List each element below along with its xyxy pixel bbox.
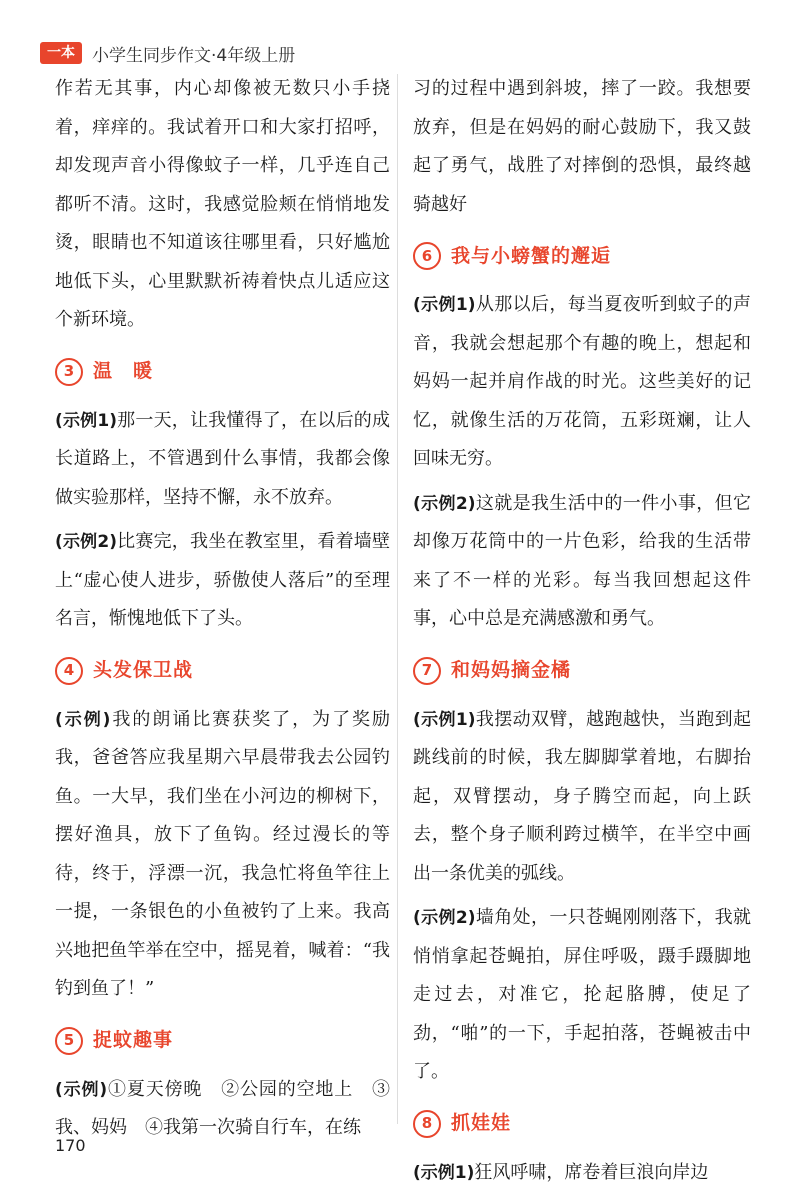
example-label: (示例2) bbox=[413, 908, 476, 928]
example-text: ①夏天傍晚 ②公园的空地上 ③我、妈妈 ④我第一次骑自行车，在练 bbox=[55, 1078, 391, 1138]
paragraph: 作若无其事，内心却像被无数只小手挠着，痒痒的。我试着开口和大家打招呼，却发现声音小得像蚊子一样，几乎连自己都听不清。这时，我感觉脸颊在悄悄地发烫，眼睛也不知道该往哪里看，只好尴尬地低下头，心里默默祈祷着快点儿适应这个新环境。 bbox=[55, 78, 390, 330]
section-heading-4 bbox=[55, 651, 390, 691]
section-number: 8 bbox=[413, 1110, 441, 1138]
brand-logo: 一本 bbox=[40, 42, 82, 64]
example-label: (示例1) bbox=[413, 709, 476, 730]
section-heading-6 bbox=[413, 236, 751, 276]
example-text: 比赛完，我坐在教室里，看着墙壁上“虚心使人进步，骄傲使人落后”的至理名言，惭愧地低下了头。 bbox=[55, 531, 391, 629]
example-label: (示例) bbox=[55, 1079, 108, 1100]
example-label: (示例2) bbox=[55, 532, 117, 552]
right-column bbox=[413, 70, 751, 1198]
section-title: 头发保卫战 bbox=[93, 659, 194, 682]
example-label: (示例1) bbox=[413, 295, 476, 315]
section-title: 我与小螃蟹的邂逅 bbox=[451, 244, 612, 267]
section-title: 捉蚊趣事 bbox=[93, 1029, 174, 1052]
paragraph: 习的过程中遇到斜坡，摔了一跤。我想要放弃，但是在妈妈的耐心鼓励下，我又鼓起了勇气，战胜了对摔倒的恐惧，最终越骑越好 bbox=[413, 78, 751, 215]
example-text: 从那以后，每当夏夜听到蚊子的声音，我就会想起那个有趣的晚上，想起和妈妈一起并肩作战的时光。这些美好的记忆，就像生活的万花筒，五彩斑斓，让人回味无穷。 bbox=[413, 294, 752, 469]
section-number: 4 bbox=[55, 657, 83, 685]
example-text: 那一天，让我懂得了，在以后的成长道路上，不管遇到什么事情，我都会像做实验那样，坚持不懈，永不放弃。 bbox=[55, 409, 391, 508]
example-text: 我摆动双臂，越跑越快，当跑到起跳线前的时候，我左脚脚掌着地，右脚抬起，双臂摆动，身子腾空而起，向上跃去，整个身子顺利跨过横竿，在半空中画出一条优美的弧线。 bbox=[413, 708, 752, 884]
book-title: 小学生同步作文·4年级上册 bbox=[92, 45, 296, 66]
example-label: (示例1) bbox=[413, 1162, 475, 1183]
example-paragraph bbox=[413, 485, 751, 639]
section-number: 6 bbox=[413, 242, 441, 270]
section-title: 和妈妈摘金橘 bbox=[451, 659, 572, 682]
example-paragraph bbox=[413, 1154, 751, 1193]
section-number: 3 bbox=[55, 358, 83, 386]
example-text: 这就是我生活中的一件小事，但它却像万花筒中的一片色彩，给我的生活带来了不一样的光彩。每当我回想起这件事，心中总是充满感激和勇气。 bbox=[413, 492, 752, 629]
section-title: 温 暖 bbox=[93, 360, 154, 383]
page-number: 170 bbox=[55, 1136, 86, 1155]
example-text: 狂风呼啸，席卷着巨浪向岸边 bbox=[474, 1161, 709, 1183]
page-header bbox=[40, 40, 295, 66]
example-paragraph bbox=[55, 1071, 390, 1148]
section-heading-7 bbox=[413, 651, 751, 691]
example-paragraph bbox=[413, 701, 751, 894]
example-text: 我的朗诵比赛获奖了，为了奖励我，爸爸答应我星期六早晨带我去公园钓鱼。一大早，我们坐在小河边的柳树下，摆好渔具，放下了鱼钩。经过漫长的等待，终于，浮漂一沉，我急忙将鱼竿往上一提，一条银色的小鱼被钓了上来。我高兴地把鱼竿举在空中，摇晃着，喊着：“我钓到鱼了！” bbox=[55, 708, 391, 999]
section-heading-5 bbox=[55, 1021, 390, 1061]
example-paragraph bbox=[413, 899, 751, 1092]
section-number: 7 bbox=[413, 657, 441, 685]
example-paragraph bbox=[55, 701, 390, 1009]
example-label: (示例2) bbox=[413, 493, 476, 514]
section-number: 5 bbox=[55, 1027, 83, 1055]
example-paragraph bbox=[55, 523, 390, 639]
column-divider bbox=[397, 74, 398, 1124]
section-title: 抓娃娃 bbox=[451, 1112, 512, 1135]
example-text: 墙角处，一只苍蝇刚刚落下，我就悄悄拿起苍蝇拍，屏住呼吸，蹑手蹑脚地走过去，对准它，抡起胳膊，使足了劲，“啪”的一下，手起拍落，苍蝇被击中了。 bbox=[413, 907, 752, 1082]
example-paragraph bbox=[413, 286, 751, 479]
example-label: (示例1) bbox=[55, 410, 117, 431]
example-label: (示例) bbox=[55, 709, 111, 730]
section-heading-3 bbox=[55, 352, 390, 392]
left-column bbox=[55, 70, 390, 1154]
example-paragraph bbox=[55, 402, 390, 518]
section-heading-8 bbox=[413, 1104, 751, 1144]
